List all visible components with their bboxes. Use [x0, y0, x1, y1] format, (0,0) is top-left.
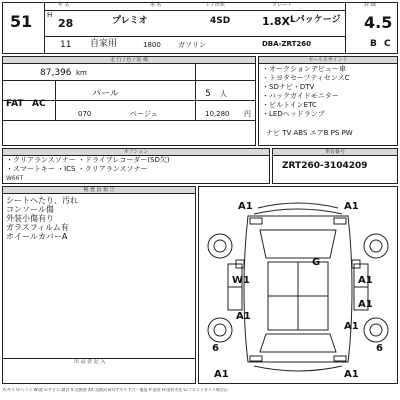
- transmission: FAT: [6, 99, 24, 109]
- damage-mark: A1: [344, 369, 359, 380]
- color-code: 070: [78, 110, 92, 118]
- doors-unit: 人: [220, 90, 227, 98]
- damage-mark: A1: [344, 201, 359, 212]
- note-line: ホイールカバーA: [6, 232, 68, 241]
- recycle-fee: 10,280: [205, 110, 230, 118]
- year-value: 28: [58, 17, 74, 30]
- model-code: DBA-ZRT260: [262, 40, 312, 48]
- options-line-2: ・スマートキー ・ICS ・クリアランスソナー: [6, 165, 148, 173]
- body-type: 4SD: [210, 16, 231, 26]
- month-value: 11: [60, 40, 72, 50]
- list-item: ・バックガイドモニター: [262, 92, 339, 100]
- car-diagram: [198, 190, 398, 386]
- aircon: AC: [32, 99, 46, 109]
- damage-mark: 6: [376, 343, 383, 354]
- damage-mark: A1: [344, 321, 359, 332]
- interior-color: ベージュ: [130, 110, 158, 118]
- recycle-unit: 円: [244, 110, 251, 118]
- options-line-1: ・クリアランスソナー ・ドライブレコーダー(SD欠): [6, 156, 170, 164]
- list-item: ・LEDヘッドランプ: [262, 110, 325, 118]
- exterior-grade: C: [384, 39, 391, 49]
- note-line: コンソール傷: [6, 205, 54, 214]
- list-item: ・トヨタセーフティセンスC: [262, 74, 350, 82]
- options-line-3: W66T: [6, 175, 24, 182]
- list-item: ・オークションデビュー車: [262, 65, 346, 73]
- damage-mark: A1: [358, 275, 373, 286]
- damage-mark: W1: [232, 275, 250, 286]
- legend-footer: A:キズ U:ヘコミ W:波 S:サビ C:腐食 X:交換要 XX:交換済 B:U字キズ Y:穴・亀裂 P:塗装 H:塗装劣化 G:フロントガラス飛び石: [3, 388, 228, 392]
- era-mark: H: [47, 11, 53, 19]
- fuel-type: ガソリン: [178, 41, 206, 49]
- list-item: ・ビルトインETC: [262, 101, 317, 109]
- model-name: プレミオ: [112, 16, 148, 26]
- damage-mark: 6: [212, 343, 219, 354]
- mileage-unit: km: [76, 69, 87, 77]
- note-line: シートへたり、汚れ: [6, 196, 78, 205]
- mileage: 87,396: [40, 68, 72, 78]
- chassis-number: ZRT260-3104209: [282, 161, 368, 171]
- displacement-cc: 1800: [143, 41, 161, 49]
- list-item: ・SDナビ・DTV: [262, 83, 315, 91]
- damage-mark: A1: [214, 369, 229, 380]
- damage-mark: A1: [236, 311, 251, 322]
- displacement-label: 1.8X: [262, 15, 290, 28]
- doors: 5: [205, 89, 211, 99]
- usage: 自家用: [90, 39, 118, 49]
- note-line: 外装小傷有り: [6, 214, 54, 223]
- score: 4.5: [364, 13, 393, 32]
- lot-number: 51: [10, 12, 33, 31]
- damage-mark: G: [312, 257, 321, 268]
- damage-mark: A1: [358, 299, 373, 310]
- grade: Lパッケージ: [290, 15, 341, 25]
- equipment-line: ナビ TV ABS エアB PS PW: [266, 129, 353, 137]
- note-line: ガラスフィルム有: [6, 223, 69, 232]
- color: パール: [92, 89, 119, 99]
- damage-mark: A1: [238, 201, 253, 212]
- interior-grade: B: [370, 39, 377, 49]
